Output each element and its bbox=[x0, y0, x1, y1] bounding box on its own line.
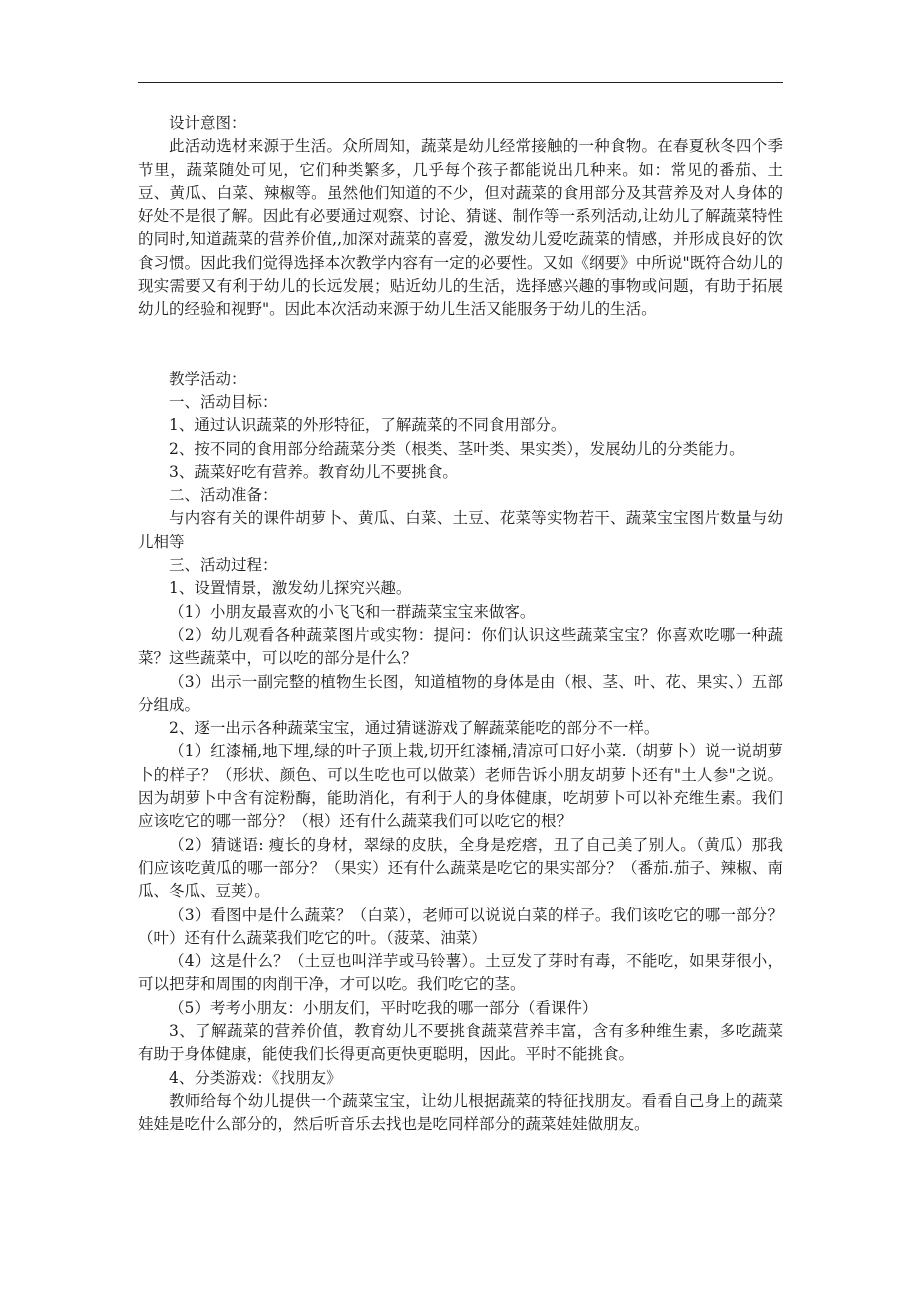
process-step-3: 3、了解蔬菜的营养价值，教育幼儿不要挑食蔬菜营养丰富，含有多种维生素，多吃蔬菜有助于身体健康，能使我们长得更高更快更聪明，因此。平时不能挑食。 bbox=[138, 1021, 783, 1064]
process-step-2-sub-5: （5）考考小朋友：小朋友们，平时吃我的哪一部分（看课件） bbox=[169, 998, 598, 1017]
heading-activity-goals: 一、活动目标： bbox=[169, 392, 278, 411]
paragraph-activity-prep: 与内容有关的课件胡萝卜、黄瓜、白菜、土豆、花菜等实物若干、蔬菜宝宝图片数量与幼儿相等 bbox=[138, 509, 783, 551]
goal-item-2: 2、按不同的食用部分给蔬菜分类（根类、茎叶类、果实类），发展幼儿的分类能力。 bbox=[169, 439, 745, 458]
header-rule bbox=[138, 82, 783, 83]
process-step-2-sub-1: （1）红漆桶,地下埋,绿的叶子顶上栽,切开红漆桶,清凉可口好小菜.（胡萝卜）说一说胡萝卜的样子？（形状、颜色、可以生吃也可以做菜）老师告诉小朋友胡萝卜还有"土人参"之说。因为胡萝卜中含有淀粉酶，能助消化，有利于人的身体健康，吃胡萝卜可以补充维生素。我们应该吃它的哪一部分？（根）还有什么蔬菜我们可以吃它的根？ bbox=[138, 742, 783, 831]
paragraph-design-intent: 此活动选材来源于生活。众所周知，蔬菜是幼儿经常接触的一种食物。在春夏秋冬四个季节里，蔬菜随处可见，它们种类繁多，几乎每个孩子都能说出几种来。如：常见的番茄、土豆、黄瓜、白菜、辣椒等。虽然他们知道的不少，但对蔬菜的食用部分及其营养及对人身体的好处不是很了解。因此有必要通过观察、讨论、猜谜、制作等一系列活动,让幼儿了解蔬菜特性的同时,知道蔬菜的营养价值,,加深对蔬菜的喜爱，激发幼儿爱吃蔬菜的情感，并形成良好的饮食习惯。因此我们觉得选择本次教学内容有一定的必要性。又如《纲要》中所说"既符合幼儿的现实需要又有利于幼儿的长远发展；贴近幼儿的生活，选择感兴趣的事物或问题，有助于拓展幼儿的经验和视野"。因此本次活动来源于幼儿生活又能服务于幼儿的生活。 bbox=[138, 137, 783, 319]
process-step-2-sub-3: （3）看图中是什么蔬菜？（白菜），老师可以说说白菜的样子。我们该吃它的哪一部分？（叶）还有什么蔬菜我们吃它的叶。（菠菜、油菜） bbox=[138, 905, 783, 947]
process-step-1: 1、设置情景，激发幼儿探究兴趣。 bbox=[169, 579, 412, 598]
paragraph-game-description: 教师给每个幼儿提供一个蔬菜宝宝，让幼儿根据蔬菜的特征找朋友。看看自己身上的蔬菜娃娃是吃什么部分的，然后听音乐去找也是吃同样部分的蔬菜娃娃做朋友。 bbox=[138, 1091, 783, 1134]
heading-activity-prep: 二、活动准备： bbox=[169, 486, 278, 505]
process-step-1-sub-1: （1）小朋友最喜欢的小飞飞和一群蔬菜宝宝来做客。 bbox=[169, 602, 536, 621]
process-step-2-sub-4: （4）这是什么？（土豆也叫洋芋或马铃薯）。土豆发了芽时有毒，不能吃，如果芽很小，可以把芽和周围的肉削干净，才可以吃。我们吃它的茎。 bbox=[138, 952, 783, 994]
process-step-1-sub-3: （3）出示一副完整的植物生长图，知道植物的身体是由（根、茎、叶、花、果实、）五部分组成。 bbox=[138, 672, 783, 714]
process-step-2-sub-2: （2）猜谜语: 瘦长的身材，翠绿的皮肤，全身是疙瘩，丑了自己美了别人。（黄瓜）那我们应该吃黄瓜的哪一部分？（果实）还有什么蔬菜是吃它的果实部分？（番茄.茄子、辣椒、南瓜、冬瓜、豆荚）。 bbox=[138, 835, 783, 901]
process-step-2: 2、逐一出示各种蔬菜宝宝，通过猜谜游戏了解蔬菜能吃的部分不一样。 bbox=[169, 719, 660, 738]
process-step-1-sub-2: （2）幼儿观看各种蔬菜图片或实物：提问：你们认识这些蔬菜宝宝？你喜欢吃哪一种蔬菜？这些蔬菜中，可以吃的部分是什么？ bbox=[138, 625, 783, 668]
heading-design-intent: 设计意图： bbox=[169, 114, 247, 132]
process-step-4: 4、分类游戏：《找朋友》 bbox=[169, 1068, 342, 1087]
heading-activity-process: 三、活动过程： bbox=[169, 556, 278, 575]
goal-item-3: 3、蔬菜好吃有营养。教育幼儿不要挑食。 bbox=[169, 462, 458, 481]
heading-teaching-activity: 教学活动： bbox=[169, 369, 247, 388]
goal-item-1: 1、通过认识蔬菜的外形特征，了解蔬菜的不同食用部分。 bbox=[169, 416, 567, 435]
document-body bbox=[138, 112, 783, 1136]
